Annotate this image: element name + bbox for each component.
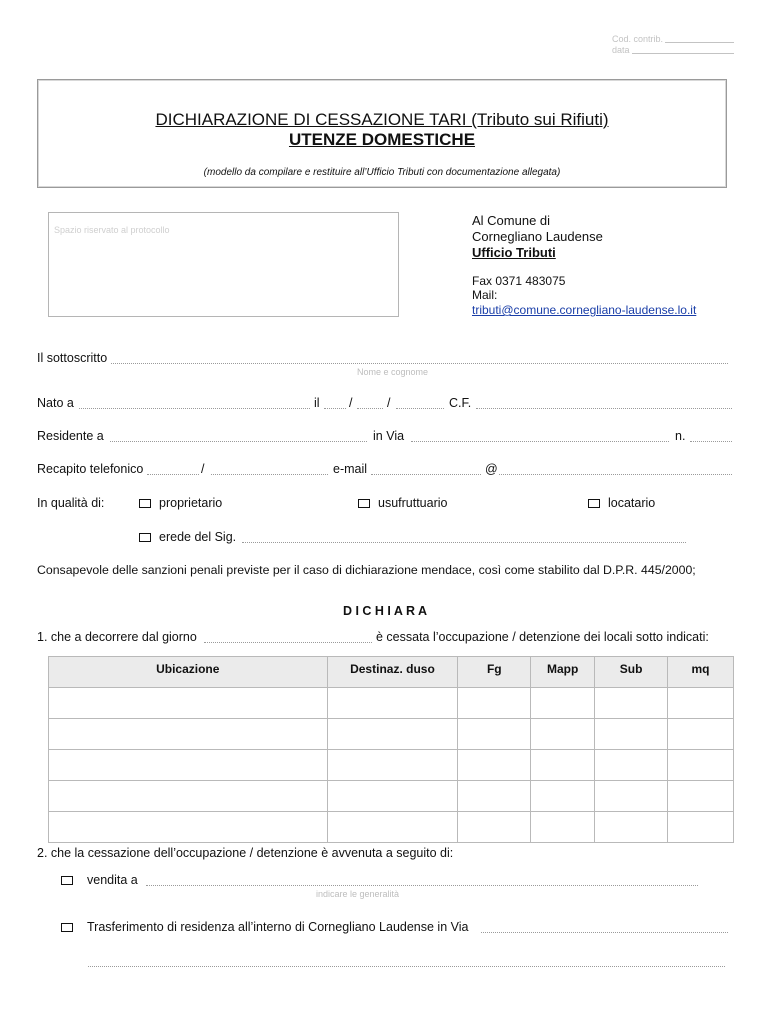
table-cell[interactable] <box>49 750 328 781</box>
cessation-date-field[interactable] <box>204 642 372 643</box>
usufruttuario-label: usufruttuario <box>378 496 448 510</box>
date-slash-1: / <box>349 396 353 410</box>
trasferimento-label: Trasferimento di residenza all’interno di Cornegliano Laudense in Via <box>87 920 469 934</box>
nato-label: Nato a <box>37 396 74 410</box>
house-number-label: n. <box>675 429 686 443</box>
point2-intro: 2. che la cessazione dell’occupazione / detenzione è avvenuta a seguito di: <box>37 846 454 860</box>
birth-day-field[interactable] <box>324 408 346 409</box>
date-slash-2: / <box>387 396 391 410</box>
col-mapp: Mapp <box>531 657 595 688</box>
cf-label: C.F. <box>449 396 472 410</box>
table-cell[interactable] <box>531 750 595 781</box>
email-domain-field[interactable] <box>499 474 732 475</box>
table-cell[interactable] <box>327 750 458 781</box>
point1-suffix: è cessata l’occupazione / detenzione dei locali sotto indicati: <box>376 630 709 644</box>
data-field[interactable] <box>632 45 734 54</box>
col-destinazione: Destinaz. duso <box>327 657 458 688</box>
residence-street-field[interactable] <box>411 441 669 442</box>
protocol-box <box>48 212 399 317</box>
table-cell[interactable] <box>531 688 595 719</box>
table-cell[interactable] <box>668 812 734 843</box>
table-cell[interactable] <box>458 812 531 843</box>
cod-contrib-label: Cod. contrib. <box>612 34 664 44</box>
phone-prefix-field[interactable] <box>147 474 199 475</box>
recipient-line2: Cornegliano Laudense <box>472 229 603 244</box>
table-cell[interactable] <box>668 719 734 750</box>
residence-city-field[interactable] <box>110 441 367 442</box>
table-cell[interactable] <box>668 781 734 812</box>
table-cell[interactable] <box>327 719 458 750</box>
vendita-checkbox[interactable] <box>61 876 73 885</box>
point1-prefix: 1. che a decorrere dal giorno <box>37 630 197 644</box>
at-sign: @ <box>485 462 498 476</box>
table-row <box>49 781 734 812</box>
table-cell[interactable] <box>668 750 734 781</box>
trasferimento-checkbox[interactable] <box>61 923 73 932</box>
consapevole-statement: Consapevole delle sanzioni penali previste per il caso di dichiarazione mendace, così come stabilito dal D.P.R. 445/2000; <box>37 563 696 577</box>
cod-contrib-field[interactable] <box>665 34 734 43</box>
table-cell[interactable] <box>595 688 668 719</box>
fax-number: Fax 0371 483075 <box>472 274 566 288</box>
vendita-hint: indicare le generalità <box>316 889 400 899</box>
phone-number-field[interactable] <box>211 474 328 475</box>
option-usufruttuario[interactable] <box>358 496 447 510</box>
residente-label: Residente a <box>37 429 104 443</box>
protocol-label: Spazio riservato al protocollo <box>54 225 170 235</box>
recipient-line1: Al Comune di <box>472 213 551 228</box>
recapito-label: Recapito telefonico <box>37 462 144 476</box>
email-link[interactable]: tributi@comune.cornegliano-laudense.lo.it <box>472 303 697 317</box>
title-box <box>37 79 727 188</box>
option-vendita[interactable] <box>61 873 138 887</box>
recipient-office: Ufficio Tributi <box>472 245 556 260</box>
erede-checkbox[interactable] <box>139 533 151 542</box>
option-proprietario[interactable] <box>139 496 222 510</box>
col-mq: mq <box>668 657 734 688</box>
table-cell[interactable] <box>458 781 531 812</box>
table-cell[interactable] <box>49 781 328 812</box>
locatario-label: locatario <box>608 496 656 510</box>
table-cell[interactable] <box>49 688 328 719</box>
form-title: DICHIARAZIONE DI CESSAZIONE TARI (Tributo sui Rifiuti) <box>155 110 609 129</box>
table-row <box>49 719 734 750</box>
col-ubicazione: Ubicazione <box>49 657 328 688</box>
house-number-field[interactable] <box>690 441 732 442</box>
table-cell[interactable] <box>668 688 734 719</box>
table-cell[interactable] <box>595 812 668 843</box>
trasferimento-continuation-field[interactable] <box>88 966 725 967</box>
table-cell[interactable] <box>458 688 531 719</box>
form-subtitle: UTENZE DOMESTICHE <box>288 130 476 149</box>
contributor-code-area <box>612 34 734 56</box>
table-cell[interactable] <box>531 719 595 750</box>
col-fg: Fg <box>458 657 531 688</box>
premises-table <box>48 656 734 843</box>
table-cell[interactable] <box>595 719 668 750</box>
data-label: data <box>612 45 630 55</box>
dichiara-heading: D I C H I A R A <box>342 604 428 618</box>
table-cell[interactable] <box>458 719 531 750</box>
erede-label: erede del Sig. <box>159 530 237 544</box>
table-cell[interactable] <box>531 781 595 812</box>
sottoscritto-field[interactable] <box>111 363 728 364</box>
table-cell[interactable] <box>49 719 328 750</box>
proprietario-checkbox[interactable] <box>139 499 151 508</box>
table-cell[interactable] <box>595 750 668 781</box>
recipient-address <box>472 213 752 318</box>
il-label: il <box>314 396 320 410</box>
table-cell[interactable] <box>327 812 458 843</box>
table-cell[interactable] <box>327 781 458 812</box>
sottoscritto-label: Il sottoscritto <box>37 351 108 365</box>
option-locatario[interactable] <box>588 496 655 510</box>
birth-month-field[interactable] <box>357 408 383 409</box>
phone-slash: / <box>201 462 205 476</box>
locatario-checkbox[interactable] <box>588 499 600 508</box>
email-user-field[interactable] <box>371 474 481 475</box>
trasferimento-street-field[interactable] <box>481 932 728 933</box>
birthplace-field[interactable] <box>79 408 310 409</box>
in-via-label: in Via <box>373 429 405 443</box>
col-sub: Sub <box>595 657 668 688</box>
proprietario-label: proprietario <box>159 496 223 510</box>
table-cell[interactable] <box>458 750 531 781</box>
option-erede[interactable] <box>139 530 236 544</box>
usufruttuario-checkbox[interactable] <box>358 499 370 508</box>
table-cell[interactable] <box>531 812 595 843</box>
table-row <box>49 812 734 843</box>
email-label: e-mail <box>333 462 368 476</box>
table-row <box>49 750 734 781</box>
codice-fiscale-field[interactable] <box>476 408 732 409</box>
table-cell[interactable] <box>49 812 328 843</box>
table-cell[interactable] <box>327 688 458 719</box>
form-note: (modello da compilare e restituire all’Ufficio Tributi con documentazione allegata) <box>203 167 561 178</box>
erede-name-field[interactable] <box>242 542 686 543</box>
vendita-buyer-field[interactable] <box>146 885 698 886</box>
qualita-label: In qualità di: <box>37 496 105 510</box>
name-hint: Nome e cognome <box>357 367 429 377</box>
mail-label: Mail: <box>472 288 498 302</box>
table-cell[interactable] <box>595 781 668 812</box>
birth-year-field[interactable] <box>396 408 444 409</box>
table-header-row <box>49 657 734 688</box>
table-row <box>49 688 734 719</box>
option-trasferimento[interactable] <box>61 920 468 934</box>
vendita-label: vendita a <box>87 873 138 887</box>
